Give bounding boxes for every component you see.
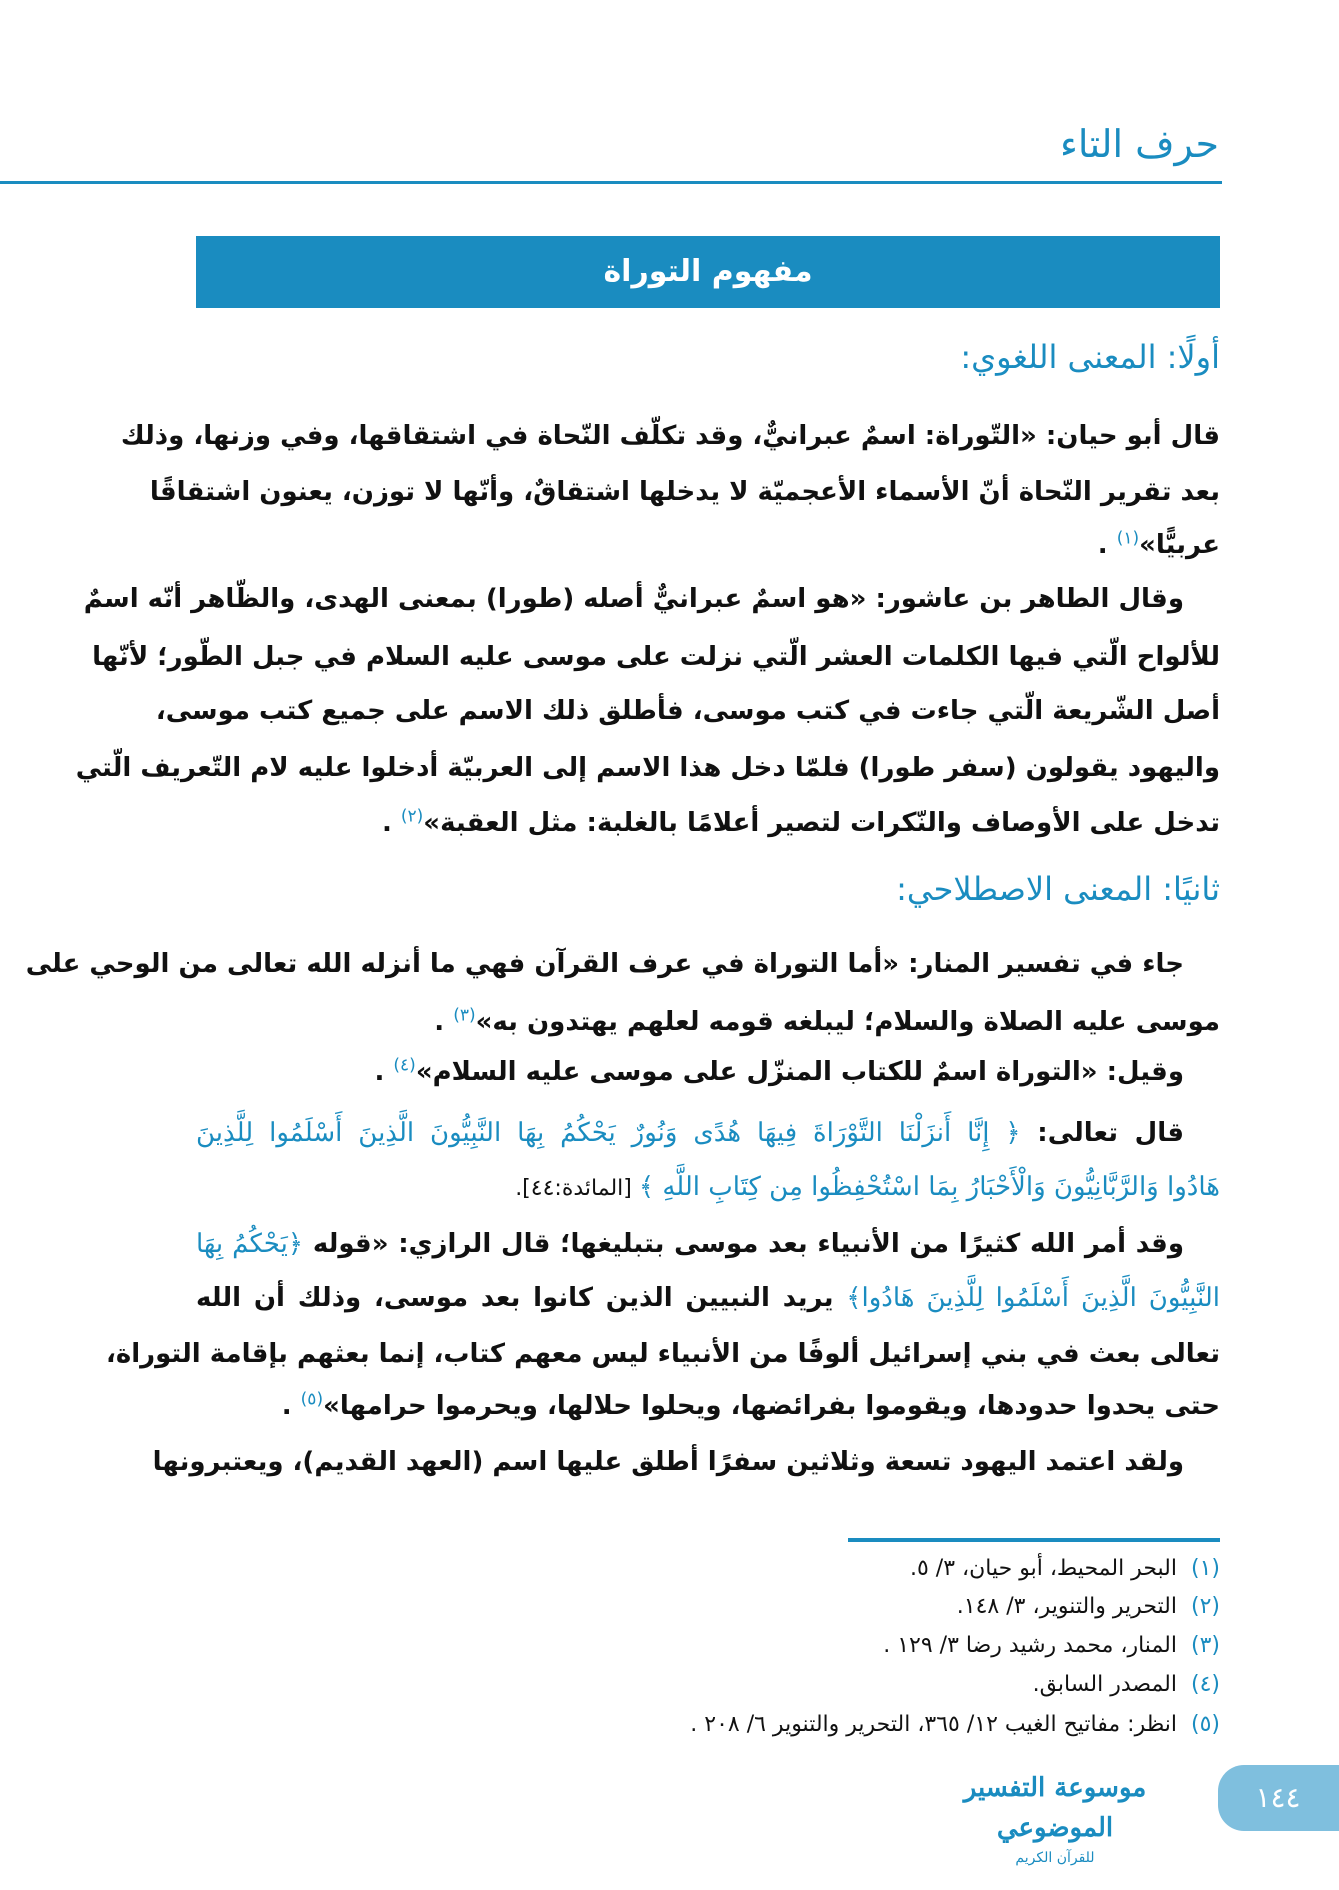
footnote-number: (٤) [1190,1672,1220,1697]
quran-verse: هَادُوا وَالرَّبَّانِيُّونَ وَالْأَحْبَارُ بِمَا اسْتُحْفِظُوا مِن كِتَابِ اللَّهِ ﴾ [638,1172,1220,1202]
text-segment: حتى يحدوا حدودها، ويقوموا بفرائضها، ويحلوا حلالها، ويحرموا حرامها» [323,1391,1220,1421]
footnote-ref: (٢) [400,806,424,827]
text-segment: أصل الشّريعة الّتي جاءت في كتب موسى، فأطلق ذلك الاسم على جميع كتب موسى، [155,696,1220,726]
quran-verse: ﴿ إِنَّا أَنزَلْنَا التَّوْرَاةَ فِيهَا هُدًى وَنُورٌ يَحْكُمُ بِهَا النَّبِيُّونَ الَّذِينَ أَسْلَمُوا لِلَّذِينَ [196,1118,1021,1148]
text-segment: . [374,1057,394,1087]
footnote-number: (٣) [1190,1633,1220,1658]
heading-linguistic: أولًا: المعنى اللغوي: [960,338,1220,376]
text-line [196,1273,1220,1323]
footnote-ref: (٥) [300,1389,324,1410]
text-line [155,686,1220,736]
text-line [149,467,1220,517]
footnote [883,1628,1220,1664]
text-line [196,997,1220,1047]
text-segment: واليهود يقولون (سفر طورا) فلمّا دخل هذا الاسم إلى العربيّة أدخلوا عليه لام التّعريف الّتي [75,753,1220,783]
page-number: ١٤٤ [1218,1765,1339,1831]
footnote-text: المنار، محمد رشيد رضا ٣/ ١٢٩ . [883,1633,1177,1658]
header-rule [0,181,1222,184]
text-segment: . [381,808,401,838]
footnote-text: البحر المحيط، أبو حيان، ٣/ ٥. [909,1556,1177,1581]
text-line [83,574,1220,624]
text-segment: وقيل: «التوراة اسمٌ للكتاب المنزّل على موسى عليه السلام» [415,1057,1184,1087]
text-segment: تعالى بعث في بني إسرائيل ألوفًا من الأنبياء ليس معهم كتاب، إنما بعثهم بإقامة التوراة، [106,1339,1220,1369]
text-segment: قال تعالى: [1020,1118,1184,1148]
logo-title: موسوعة التفسير الموضوعي [963,1773,1147,1843]
footnote-rule [848,1538,1220,1542]
text-segment: . [434,1007,454,1037]
text-segment: موسى عليه الصلاة والسلام؛ ليبلغه قومه لعلهم يهتدون به» [475,1007,1220,1037]
quran-verse: النَّبِيُّونَ الَّذِينَ أَسْلَمُوا لِلَّذِينَ هَادُوا﴾ [846,1283,1220,1313]
footnote-text: المصدر السابق. [1032,1672,1177,1697]
verse-reference: [المائدة:٤٤]. [515,1176,639,1201]
text-line [196,1381,1220,1431]
footnote [1033,1667,1220,1703]
text-line [196,1047,1220,1097]
encyclopedia-logo [930,1768,1180,1866]
footnote-text: التحرير والتنوير، ٣/ ١٤٨. [956,1594,1177,1619]
text-line [120,411,1220,461]
text-line [106,1329,1220,1379]
footnote [690,1707,1220,1743]
footnote-ref: (١) [1116,528,1140,549]
text-segment: تدخل على الأوصاف والنّكرات لتصير أعلامًا بالغلبة: مثل العقبة» [423,808,1220,838]
heading-terminological: ثانيًا: المعنى الاصطلاحي: [896,870,1220,908]
text-segment: وقال الطاهر بن عاشور: «هو اسمٌ عبرانيٌّ أصله (طورا) بمعنى الهدى، والظّاهر أنّه اسمٌ [83,584,1184,614]
text-segment: ولقد اعتمد اليهود تسعة وثلاثين سفرًا أطلق عليها اسم (العهد القديم)، ويعتبرونها [152,1447,1184,1477]
text-segment: عربيًّا» [1139,530,1220,560]
chapter-title: حرف التاء [1060,122,1219,166]
text-segment: جاء في تفسير المنار: «أما التوراة في عرف القرآن فهي ما أنزله الله تعالى من الوحي على [25,949,1184,979]
footnote-number: (٢) [1190,1594,1220,1619]
text-segment: بعد تقرير النّحاة أنّ الأسماء الأعجميّة لا يدخلها اشتقاقٌ، وأنّها لا توزن، يعنون اشتقاقًا [149,477,1220,507]
text-segment: وقد أمر الله كثيرًا من الأنبياء بعد موسى بتبليغها؛ قال الرازي: «قوله [303,1229,1184,1259]
text-line [196,1162,1220,1212]
footnote [957,1589,1220,1625]
text-line [196,798,1220,848]
footnote-number: (١) [1190,1556,1220,1581]
text-line [92,632,1220,682]
text-segment: . [281,1391,301,1421]
footnote-text: انظر: مفاتيح الغيب ١٢/ ٣٦٥، التحرير والتنوير ٦/ ٢٠٨ . [690,1712,1177,1737]
footnote-ref: (٤) [393,1055,416,1076]
text-line [196,1108,1220,1158]
text-line [196,520,1220,570]
text-line [196,1219,1220,1269]
section-banner: مفهوم التوراة [196,236,1220,308]
logo-subtitle: للقرآن الكريم [1015,1850,1095,1866]
footnote-ref: (٣) [453,1005,476,1026]
text-segment: للألواح الّتي فيها الكلمات العشر الّتي نزلت على موسى عليه السلام في جبل الطّور؛ لأنّها [92,642,1220,672]
footnote-number: (٥) [1190,1712,1220,1737]
text-segment: قال أبو حيان: «التّوراة: اسمٌ عبرانيٌّ، وقد تكلّف النّحاة في اشتقاقها، وفي وزنها، وذلك [120,421,1220,451]
footnote [910,1551,1220,1587]
text-segment: . [1097,530,1117,560]
quran-verse: ﴿يَحْكُمُ بِهَا [196,1229,304,1259]
text-line [25,939,1220,989]
text-line [75,743,1220,793]
text-line [152,1437,1220,1487]
text-segment: يريد النبيين الذين كانوا بعد موسى، وذلك أن الله [196,1283,847,1313]
